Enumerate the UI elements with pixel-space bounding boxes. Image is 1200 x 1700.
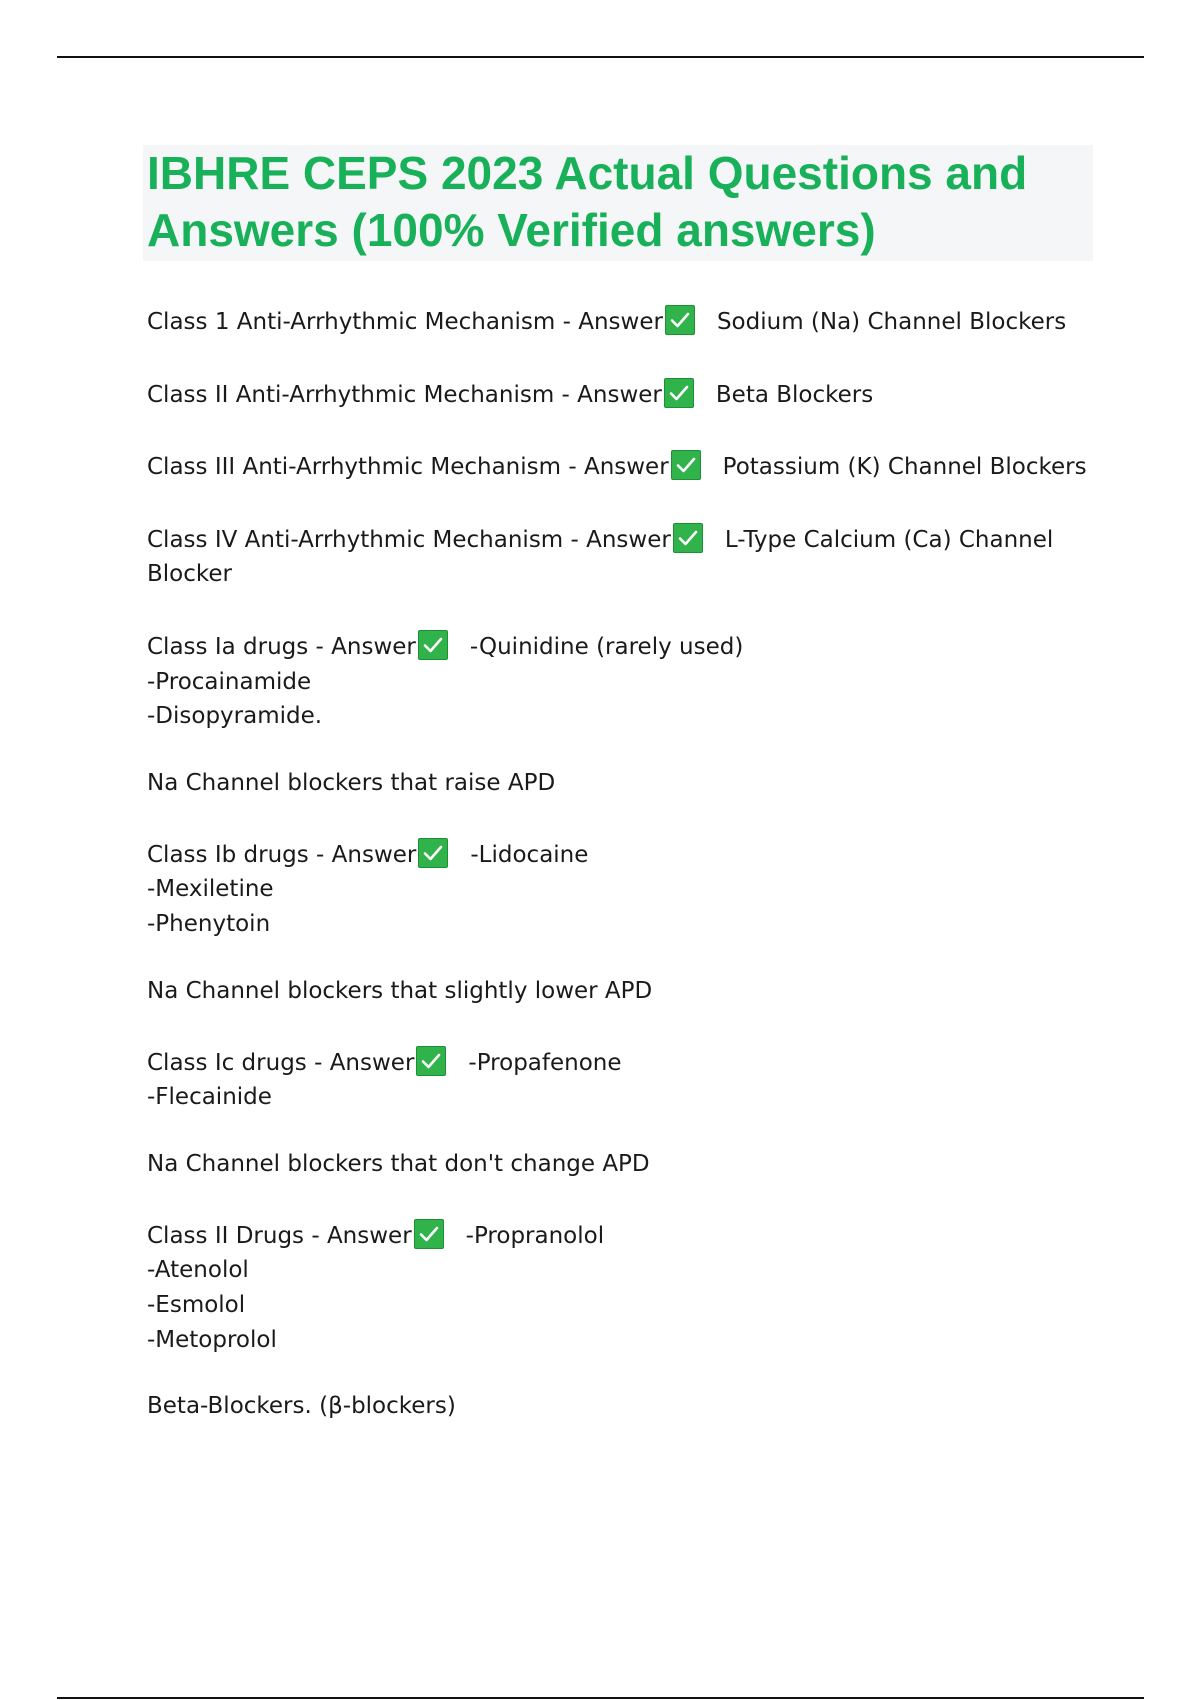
qa-item	[147, 838, 1093, 942]
answer-list-line: -Flecainide	[147, 1084, 272, 1111]
qa-list	[143, 305, 1093, 1423]
answer-text: -Propranolol	[465, 1222, 605, 1249]
document-body	[143, 145, 1093, 1461]
qa-item	[147, 450, 1093, 485]
qa-first-line	[147, 450, 1093, 485]
answer-explanation: Na Channel blockers that slightly lower APD	[147, 977, 653, 1004]
answer-explanation: Beta-Blockers. (β-blockers)	[147, 1393, 456, 1420]
qa-first-line	[147, 1046, 1093, 1081]
answer-list-line: -Phenytoin	[147, 910, 271, 937]
qa-first-line	[147, 838, 1093, 873]
answer-text: -Propafenone	[468, 1049, 622, 1076]
question-text: Class 1 Anti-Arrhythmic Mechanism - Answer	[147, 309, 663, 335]
qa-first-line	[147, 523, 1093, 592]
green-checkmark-icon	[671, 450, 701, 480]
answer-text: Potassium (K) Channel Blockers	[722, 454, 1087, 481]
answer-list-line: -Disopyramide.	[147, 703, 323, 730]
green-checkmark-icon	[414, 1219, 444, 1249]
answer-explanation: Na Channel blockers that raise APD	[147, 769, 556, 796]
answer-text: -Lidocaine	[470, 841, 589, 868]
answer-text: Sodium (Na) Channel Blockers	[716, 309, 1067, 335]
question-text: Class Ia drugs - Answer	[147, 633, 416, 660]
green-checkmark-icon	[664, 378, 694, 408]
qa-first-line	[147, 630, 1093, 665]
qa-item	[147, 630, 1093, 734]
green-checkmark-icon	[416, 1046, 446, 1076]
green-checkmark-icon	[418, 838, 448, 868]
qa-first-line	[147, 1219, 1093, 1254]
title-block	[143, 145, 1093, 261]
qa-item	[147, 378, 1093, 413]
answer-text: Beta Blockers	[715, 381, 874, 408]
document-title: IBHRE CEPS 2023 Actual Questions and Answers (100% Verified answers)	[147, 147, 1028, 256]
qa-item	[147, 1046, 1093, 1115]
question-text: Class IV Anti-Arrhythmic Mechanism - Answer	[147, 526, 671, 553]
qa-item	[147, 305, 1093, 340]
question-text: Class II Anti-Arrhythmic Mechanism - Answer	[147, 381, 662, 408]
answer-text: -Quinidine (rarely used)	[469, 633, 744, 660]
answer-text: L-Type Calcium (Ca) Channel Blocker	[147, 526, 1054, 588]
qa-item	[147, 523, 1093, 592]
question-text: Class III Anti-Arrhythmic Mechanism - Answer	[147, 454, 669, 481]
answer-list-line: -Mexiletine	[147, 876, 274, 903]
green-checkmark-icon	[418, 630, 448, 660]
question-text: Class II Drugs - Answer	[147, 1222, 412, 1249]
green-checkmark-icon	[665, 305, 695, 335]
top-rule	[57, 56, 1144, 58]
answer-list-line: -Metoprolol	[147, 1326, 277, 1353]
bottom-rule	[57, 1697, 1144, 1699]
qa-first-line	[147, 378, 1093, 413]
answer-list-line: -Procainamide	[147, 668, 312, 695]
qa-first-line	[147, 305, 1093, 340]
answer-explanation: Na Channel blockers that don't change APD	[147, 1150, 650, 1177]
qa-item	[147, 1219, 1093, 1357]
question-text: Class Ib drugs - Answer	[147, 841, 417, 868]
question-text: Class Ic drugs - Answer	[147, 1049, 415, 1076]
green-checkmark-icon	[673, 523, 703, 553]
answer-list-line: -Esmolol	[147, 1291, 246, 1318]
answer-list-line: -Atenolol	[147, 1257, 249, 1284]
